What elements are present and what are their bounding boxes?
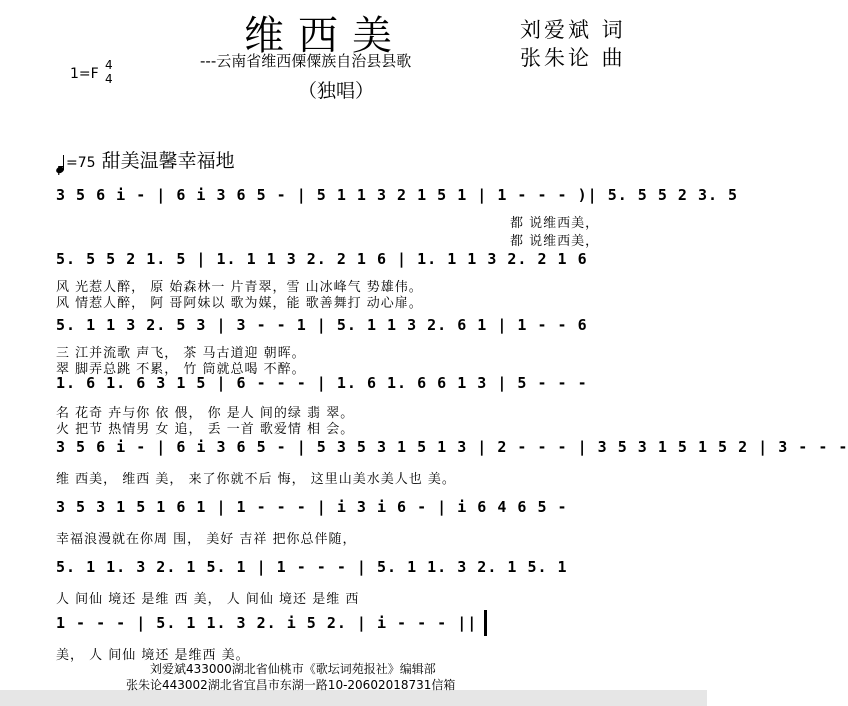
time-signature-top: 4 xyxy=(105,58,113,72)
score-lyrics-line-5: 维 西美， 维西 美， 来了你就不后 悔， 这里山美水美人也 美。 xyxy=(56,472,456,487)
tempo-expression: 甜美温馨幸福地 xyxy=(101,150,235,172)
tempo-value: =75 xyxy=(66,155,96,171)
tempo-marking xyxy=(56,146,235,173)
score-notes-line-5: 3 5 6 i - | 6 i 3 6 5 - | 5 3 5 3 1 5 1 3 | 2 - - - | 3 5 3 1 5 1 5 2 | 3 - - - xyxy=(56,438,848,456)
score-lyrics-line-2b: 风 情惹人醉， 阿 哥阿妹以 歌为媒，能 歌善舞打 动心扉。 xyxy=(56,296,423,311)
score-lyrics-line-4a: 名 花奇 卉与你 依 偎， 你 是人 间的绿 翡 翠。 xyxy=(56,406,355,421)
performance-type: （独唱） xyxy=(298,80,375,102)
score-lyrics-line-1b: 都 说维西美， xyxy=(510,234,600,249)
score-lyrics-line-3a: 三 江并流歌 声飞， 茶 马古道迎 朝晖。 xyxy=(56,346,306,361)
score-notes-line-3: 5. 1 1 3 2. 5 3 | 3 - - 1 | 5. 1 1 3 2. 6 1 | 1 - - 6 xyxy=(56,316,588,334)
song-title: 维西美 xyxy=(244,13,406,59)
subtitle: ---云南省维西傈僳族自治县县歌 xyxy=(200,52,412,70)
score-notes-line-4: 1. 6 1. 6 3 1 5 | 6 - - - | 1. 6 1. 6 6 1 3 | 5 - - - xyxy=(56,374,588,392)
footer-address-lyricist: 刘爱斌433000湖北省仙桃市《歌坛词苑报社》编辑部 xyxy=(150,662,436,676)
time-signature-bottom: 4 xyxy=(105,72,113,86)
lyricist-credit: 刘爱斌 词 xyxy=(520,18,626,42)
score-notes-line-2: 5. 5 5 2 1. 5 | 1. 1 1 3 2. 2 1 6 | 1. 1 1 3 2. 2 1 6 xyxy=(56,250,588,268)
footer-address-composer: 张朱论443002湖北省宜昌市东湖一路10-20602018731信箱 xyxy=(126,678,456,692)
score-lyrics-line-6: 幸福浪漫就在你周 围， 美好 吉祥 把你总伴随， xyxy=(56,532,357,547)
score-lyrics-line-8: 美， 人 间仙 境还 是维西 美。 xyxy=(56,648,250,663)
score-notes-line-7: 5. 1 1. 3 2. 1 5. 1 | 1 - - - | 5. 1 1. 3 2. 1 5. 1 xyxy=(56,558,568,576)
score-notes-line-1: 3 5 6 i - | 6 i 3 6 5 - | 5 1 1 3 2 1 5 1 | 1 - - - )| 5. 5 5 2 3. 5 xyxy=(56,186,739,204)
score-lyrics-line-2a: 风 光惹人醉， 原 始森林一 片青翠，雪 山冰峰气 势雄伟。 xyxy=(56,280,423,295)
key-signature: 1=F xyxy=(70,66,99,82)
key-letter: F xyxy=(57,164,64,178)
composer-credit: 张朱论 曲 xyxy=(520,46,626,70)
final-barline xyxy=(484,610,487,636)
score-lyrics-line-4b: 火 把节 热情男 女 追， 丢 一首 歌爱情 相 会。 xyxy=(56,422,355,437)
score-lyrics-line-7: 人 间仙 境还 是维 西 美， 人 间仙 境还 是维 西 xyxy=(56,592,360,607)
score-lyrics-line-3b: 翠 脚弄总跳 不累， 竹 筒就总喝 不醉。 xyxy=(56,362,306,377)
score-notes-line-8: 1 - - - | 5. 1 1. 3 2. i 5 2. | i - - - || xyxy=(56,614,478,632)
score-lyrics-line-1a: 都 说维西美， xyxy=(510,216,600,231)
time-signature xyxy=(105,58,113,86)
score-notes-line-6: 3 5 3 1 5 1 6 1 | 1 - - - | i 3 i 6 - | i 6 4 6 5 - xyxy=(56,498,568,516)
